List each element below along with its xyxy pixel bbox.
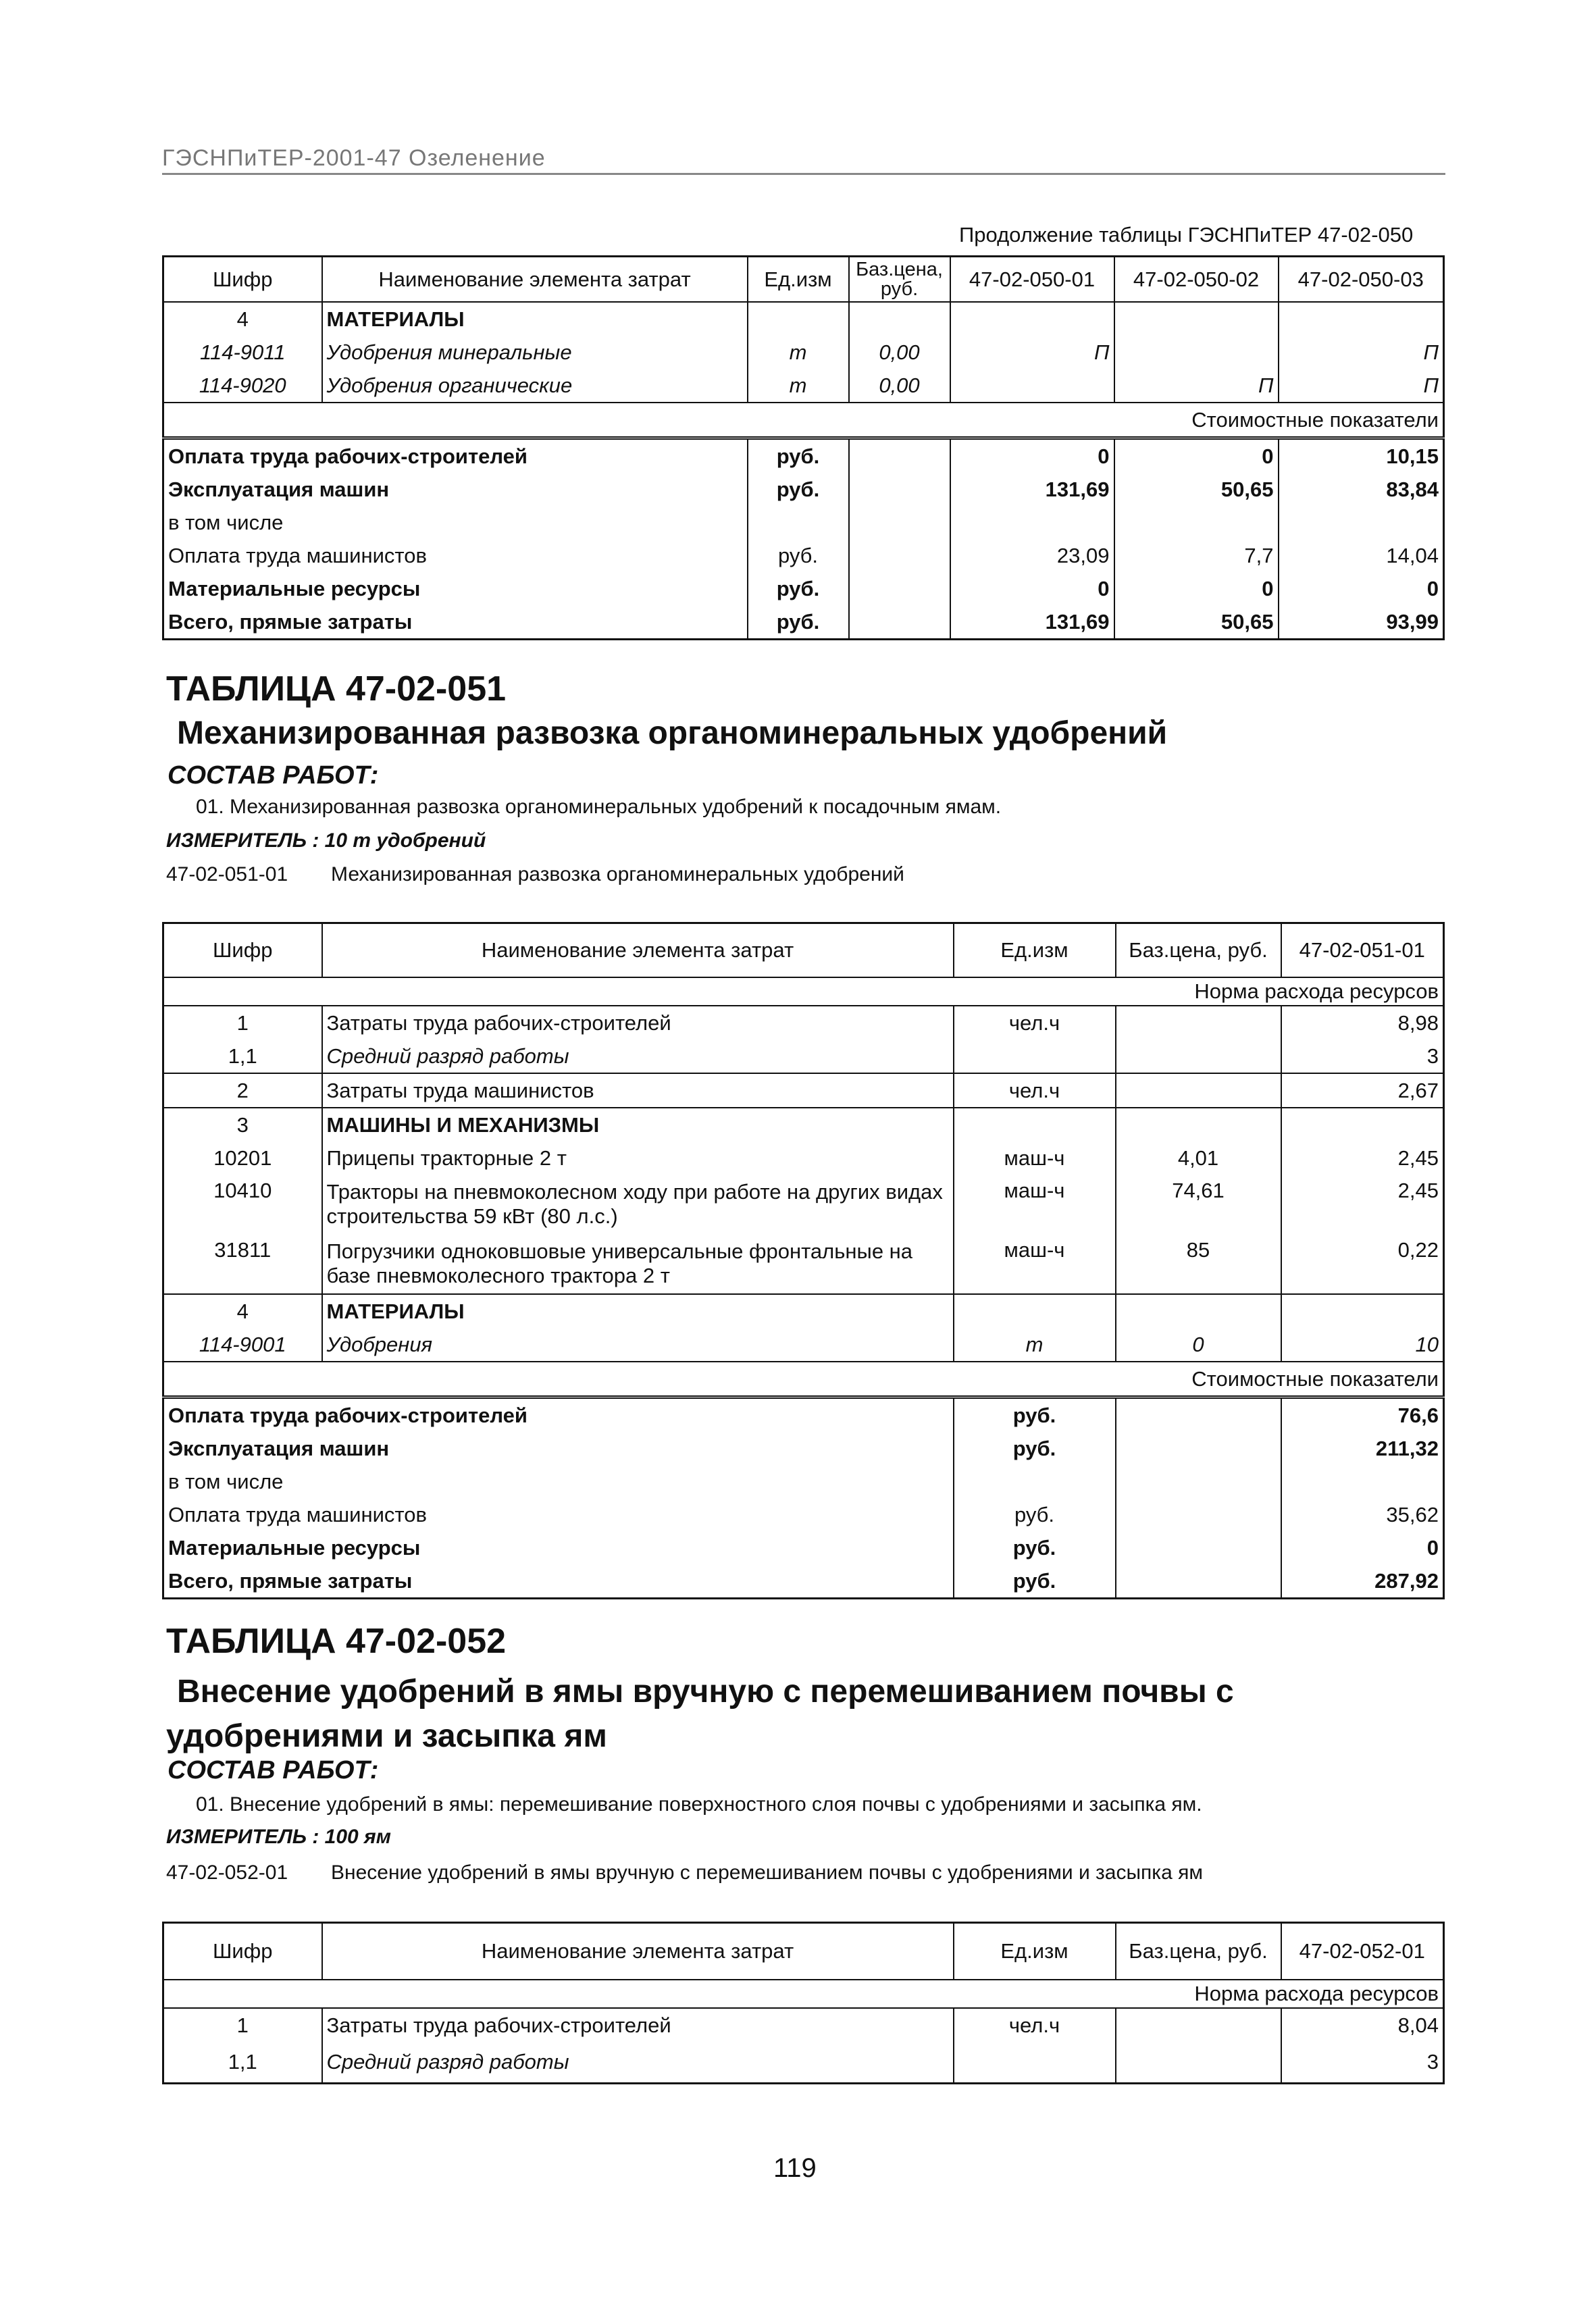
- cell-unit: [954, 1294, 1116, 1328]
- table-row: [163, 1039, 1444, 1073]
- cost-unit: руб.: [954, 1397, 1116, 1433]
- cell-unit: чел.ч: [954, 2008, 1116, 2042]
- table-051: [162, 922, 1445, 1599]
- cell-unit: маш-ч: [954, 1234, 1116, 1294]
- table-051-label: ТАБЛИЦА 47-02-051: [166, 669, 507, 709]
- cost-value: 10,15: [1279, 438, 1444, 473]
- cell-code: 1: [163, 2008, 322, 2042]
- cell-code: 114-9001: [163, 1328, 322, 1362]
- cell-value: 8,98: [1281, 1006, 1444, 1039]
- cell-name: Затраты труда рабочих-строителей: [322, 1006, 954, 1039]
- cell-unit: маш-ч: [954, 1141, 1116, 1175]
- col-header: Ед.изм: [954, 1923, 1116, 1980]
- cell-unit: [954, 1108, 1116, 1141]
- cost-unit: руб.: [954, 1531, 1116, 1564]
- cost-label-row: [163, 403, 1444, 438]
- cost-row: [163, 605, 1444, 640]
- cost-name: в том числе: [168, 510, 284, 534]
- table-row: [163, 1006, 1444, 1039]
- col-header: Ед.изм: [748, 257, 849, 303]
- cost-value: 0: [1114, 438, 1279, 473]
- cell-price: 0,00: [849, 336, 950, 369]
- cost-value: 23,09: [950, 539, 1114, 572]
- cost-row: [163, 506, 1444, 539]
- col-header: Шифр: [163, 1923, 322, 1980]
- cost-row: [163, 1531, 1444, 1564]
- cell-value: [1114, 302, 1279, 336]
- cell-name: Удобрения: [322, 1328, 954, 1362]
- col-header: 47-02-051-01: [1281, 923, 1444, 978]
- cell-code: 1,1: [163, 1039, 322, 1073]
- cell-code: 31811: [163, 1234, 322, 1294]
- cost-name: Эксплуатация машин: [168, 1436, 390, 1460]
- cell-value: [1279, 302, 1444, 336]
- cost-row: [163, 1498, 1444, 1531]
- cell-name: Затраты труда машинистов: [322, 1073, 954, 1108]
- cell-name: Прицепы тракторные 2 т: [322, 1141, 954, 1175]
- cell-code: 1: [163, 1006, 322, 1039]
- cell-name: Средний разряд работы: [322, 1039, 954, 1073]
- cell-price: 0: [1116, 1328, 1281, 1362]
- cell-unit: т: [748, 369, 849, 403]
- cost-price: [1116, 1564, 1281, 1599]
- cost-value: 7,7: [1114, 539, 1279, 572]
- cell-value: П: [1279, 336, 1444, 369]
- cost-unit: руб.: [748, 572, 849, 605]
- cost-unit: [748, 506, 849, 539]
- cost-unit: руб.: [748, 539, 849, 572]
- cost-price: [849, 572, 950, 605]
- cost-value: 0: [950, 438, 1114, 473]
- cost-price: [849, 605, 950, 640]
- cost-value: [1279, 506, 1444, 539]
- col-header: 47-02-050-03: [1279, 257, 1444, 303]
- table-row: [163, 1328, 1444, 1362]
- page-number: 119: [773, 2153, 817, 2183]
- norm-label-row: [163, 1980, 1444, 2008]
- cost-name: Всего, прямые затраты: [168, 1568, 413, 1593]
- cost-value: 76,6: [1281, 1397, 1444, 1433]
- cost-unit: руб.: [954, 1432, 1116, 1465]
- running-header: ГЭСНПиТЕР-2001-47 Озеленение: [162, 145, 546, 171]
- cell-code: 3: [163, 1108, 322, 1141]
- cost-value: 50,65: [1114, 473, 1279, 506]
- cell-code: 1,1: [163, 2042, 322, 2084]
- cost-unit: руб.: [748, 473, 849, 506]
- cost-price: [849, 539, 950, 572]
- norm-label-row: [163, 977, 1444, 1006]
- cost-value: [1281, 1465, 1444, 1498]
- table-052-title-line2: удобрениями и засыпка ям: [166, 1718, 607, 1754]
- table-row: [163, 2042, 1444, 2084]
- cost-unit: руб.: [748, 438, 849, 473]
- table-052-code: 47-02-052-01: [166, 1861, 288, 1884]
- cost-value: 0: [1114, 572, 1279, 605]
- table-052-label: ТАБЛИЦА 47-02-052: [166, 1622, 507, 1661]
- table-052-code-desc: Внесение удобрений в ямы вручную с перемешиванием почвы с удобрениями и засыпка ям: [331, 1861, 1203, 1884]
- table-header-row: [163, 923, 1444, 978]
- cell-price: [1116, 1006, 1281, 1039]
- cost-value: 83,84: [1279, 473, 1444, 506]
- cell-value: [1281, 1108, 1444, 1141]
- col-header: 47-02-050-02: [1114, 257, 1279, 303]
- cost-name: Эксплуатация машин: [168, 477, 390, 501]
- cost-name: Материальные ресурсы: [168, 576, 421, 600]
- cost-value: 287,92: [1281, 1564, 1444, 1599]
- table-row: [163, 1141, 1444, 1175]
- cell-name: Тракторы на пневмоколесном ходу при работе на других видах строительства 59 кВт (80 л.с.): [322, 1175, 954, 1234]
- cost-row: [163, 1432, 1444, 1465]
- cell-name: Удобрения минеральные: [322, 336, 748, 369]
- table-052-sostav: СОСТАВ РАБОТ:: [168, 1756, 379, 1784]
- cell-price: [849, 302, 950, 336]
- cost-price: [1116, 1397, 1281, 1433]
- cost-row: [163, 1397, 1444, 1433]
- cell-value: [1114, 336, 1279, 369]
- cost-value: 131,69: [950, 473, 1114, 506]
- cell-value: 3: [1281, 2042, 1444, 2084]
- cost-value: 131,69: [950, 605, 1114, 640]
- col-header: Наименование элемента затрат: [322, 1923, 954, 1980]
- cell-unit: маш-ч: [954, 1175, 1116, 1234]
- col-header: Ед.изм: [954, 923, 1116, 978]
- cell-value: 0,22: [1281, 1234, 1444, 1294]
- cost-name: Всего, прямые затраты: [168, 609, 413, 634]
- cell-value: П: [1114, 369, 1279, 403]
- cost-value: [950, 506, 1114, 539]
- table-row: [163, 302, 1444, 336]
- cell-code: 10410: [163, 1175, 322, 1234]
- cell-unit: чел.ч: [954, 1006, 1116, 1039]
- cell-price: 74,61: [1116, 1175, 1281, 1234]
- cell-value: 2,67: [1281, 1073, 1444, 1108]
- col-header: Наименование элемента затрат: [322, 923, 954, 978]
- cost-price: [849, 506, 950, 539]
- col-header: 47-02-050-01: [950, 257, 1114, 303]
- cost-name: в том числе: [168, 1469, 284, 1493]
- table-row: [163, 369, 1444, 403]
- cell-code: 2: [163, 1073, 322, 1108]
- cell-unit: т: [954, 1328, 1116, 1362]
- cell-value: 2,45: [1281, 1175, 1444, 1234]
- table-051-title: Механизированная развозка органоминеральных удобрений: [177, 715, 1168, 751]
- table-052: [162, 1922, 1445, 2084]
- cell-price: [1116, 1039, 1281, 1073]
- cost-value: 211,32: [1281, 1432, 1444, 1465]
- col-header: Баз.цена, руб.: [1116, 1923, 1281, 1980]
- cost-value: 0: [950, 572, 1114, 605]
- cell-price: [1116, 1073, 1281, 1108]
- cell-name: Погрузчики одноковшовые универсальные фронтальные на базе пневмоколесного трактора 2 т: [322, 1234, 954, 1294]
- cell-value: [950, 369, 1114, 403]
- cost-unit: руб.: [954, 1564, 1116, 1599]
- cost-value: [1114, 506, 1279, 539]
- table-row: [163, 1073, 1444, 1108]
- cost-name: Оплата труда машинистов: [168, 543, 427, 567]
- cell-code: 114-9020: [163, 369, 322, 403]
- table-051-code: 47-02-051-01: [166, 863, 288, 885]
- table-header-row: [163, 1923, 1444, 1980]
- cost-price: [1116, 1531, 1281, 1564]
- cell-price: 85: [1116, 1234, 1281, 1294]
- cost-row: [163, 1465, 1444, 1498]
- cell-value: [1281, 1294, 1444, 1328]
- col-header: Шифр: [163, 257, 322, 303]
- norm-label: Норма расхода ресурсов: [163, 977, 1444, 1006]
- cell-code: 10201: [163, 1141, 322, 1175]
- cost-price: [1116, 1432, 1281, 1465]
- cell-unit: [954, 1039, 1116, 1073]
- cell-code: 114-9011: [163, 336, 322, 369]
- cost-value: 35,62: [1281, 1498, 1444, 1531]
- cost-price: [1116, 1465, 1281, 1498]
- cost-row: [163, 473, 1444, 506]
- cell-name: МАШИНЫ И МЕХАНИЗМЫ: [322, 1108, 954, 1141]
- norm-label: Норма расхода ресурсов: [163, 1980, 1444, 2008]
- cost-row: [163, 1564, 1444, 1599]
- cost-value: 93,99: [1279, 605, 1444, 640]
- table-row: [163, 336, 1444, 369]
- cost-unit: руб.: [748, 605, 849, 640]
- cost-unit: [954, 1465, 1116, 1498]
- table-row: [163, 1234, 1444, 1294]
- header-divider: [162, 173, 1445, 175]
- table-row: [163, 2008, 1444, 2042]
- cell-name: Средний разряд работы: [322, 2042, 954, 2084]
- table-051-sostav: СОСТАВ РАБОТ:: [168, 761, 379, 790]
- cell-value: П: [950, 336, 1114, 369]
- cell-code: 4: [163, 1294, 322, 1328]
- cell-unit: т: [748, 336, 849, 369]
- cell-price: [1116, 2042, 1281, 2084]
- table-051-izmeritel: ИЗМЕРИТЕЛЬ : 10 т удобрений: [166, 829, 486, 852]
- cost-value: 50,65: [1114, 605, 1279, 640]
- cost-row: [163, 572, 1444, 605]
- cost-value: 0: [1279, 572, 1444, 605]
- cell-code: 4: [163, 302, 322, 336]
- cell-value: 2,45: [1281, 1141, 1444, 1175]
- col-header: Баз.цена, руб.: [1116, 923, 1281, 978]
- table-052-izmeritel: ИЗМЕРИТЕЛЬ : 100 ям: [166, 1826, 391, 1848]
- table-row: [163, 1294, 1444, 1328]
- cost-indicators-label: Стоимостные показатели: [163, 403, 1444, 438]
- table-header-row: [163, 257, 1444, 303]
- col-header: Баз.цена, руб.: [849, 257, 950, 303]
- cell-price: 0,00: [849, 369, 950, 403]
- cell-name: Затраты труда рабочих-строителей: [322, 2008, 954, 2042]
- cost-indicators-label: Стоимостные показатели: [163, 1362, 1444, 1397]
- cost-price: [849, 473, 950, 506]
- cell-price: [1116, 1294, 1281, 1328]
- col-header: 47-02-052-01: [1281, 1923, 1444, 1980]
- cell-value: [950, 302, 1114, 336]
- cost-name: Оплата труда машинистов: [168, 1502, 427, 1526]
- cost-unit: руб.: [954, 1498, 1116, 1531]
- cell-name: Удобрения органические: [322, 369, 748, 403]
- cost-value: 14,04: [1279, 539, 1444, 572]
- cost-price: [849, 438, 950, 473]
- cell-price: [1116, 1108, 1281, 1141]
- cell-unit: [748, 302, 849, 336]
- table-051-code-desc: Механизированная развозка органоминеральных удобрений: [331, 863, 904, 885]
- col-header: Шифр: [163, 923, 322, 978]
- cell-unit: чел.ч: [954, 1073, 1116, 1108]
- cell-price: 4,01: [1116, 1141, 1281, 1175]
- cell-value: 3: [1281, 1039, 1444, 1073]
- cost-price: [1116, 1498, 1281, 1531]
- table-050: [162, 255, 1445, 640]
- cell-unit: [954, 2042, 1116, 2084]
- cell-name: МАТЕРИАЛЫ: [322, 302, 748, 336]
- cell-value: П: [1279, 369, 1444, 403]
- cost-row: [163, 438, 1444, 473]
- col-header: Наименование элемента затрат: [322, 257, 748, 303]
- table-row: [163, 1175, 1444, 1234]
- cost-name: Оплата труда рабочих-строителей: [163, 438, 748, 473]
- cell-name: МАТЕРИАЛЫ: [322, 1294, 954, 1328]
- cell-value: 10: [1281, 1328, 1444, 1362]
- table-row: [163, 1108, 1444, 1141]
- table-052-work: 01. Внесение удобрений в ямы: перемешивание поверхностного слоя почвы с удобрениями и засыпка ям.: [196, 1793, 1202, 1816]
- cost-name: Материальные ресурсы: [168, 1535, 421, 1560]
- cost-name: Оплата труда рабочих-строителей: [163, 1397, 954, 1433]
- table-052-title-line1: Внесение удобрений в ямы вручную с перемешиванием почвы с: [177, 1674, 1234, 1709]
- cost-value: 0: [1281, 1531, 1444, 1564]
- table-050-caption: Продолжение таблицы ГЭСНПиТЕР 47-02-050: [959, 223, 1414, 247]
- cost-row: [163, 539, 1444, 572]
- cell-value: 8,04: [1281, 2008, 1444, 2042]
- cell-price: [1116, 2008, 1281, 2042]
- cost-label-row: [163, 1362, 1444, 1397]
- table-051-work: 01. Механизированная развозка органоминеральных удобрений к посадочным ямам.: [196, 796, 1002, 818]
